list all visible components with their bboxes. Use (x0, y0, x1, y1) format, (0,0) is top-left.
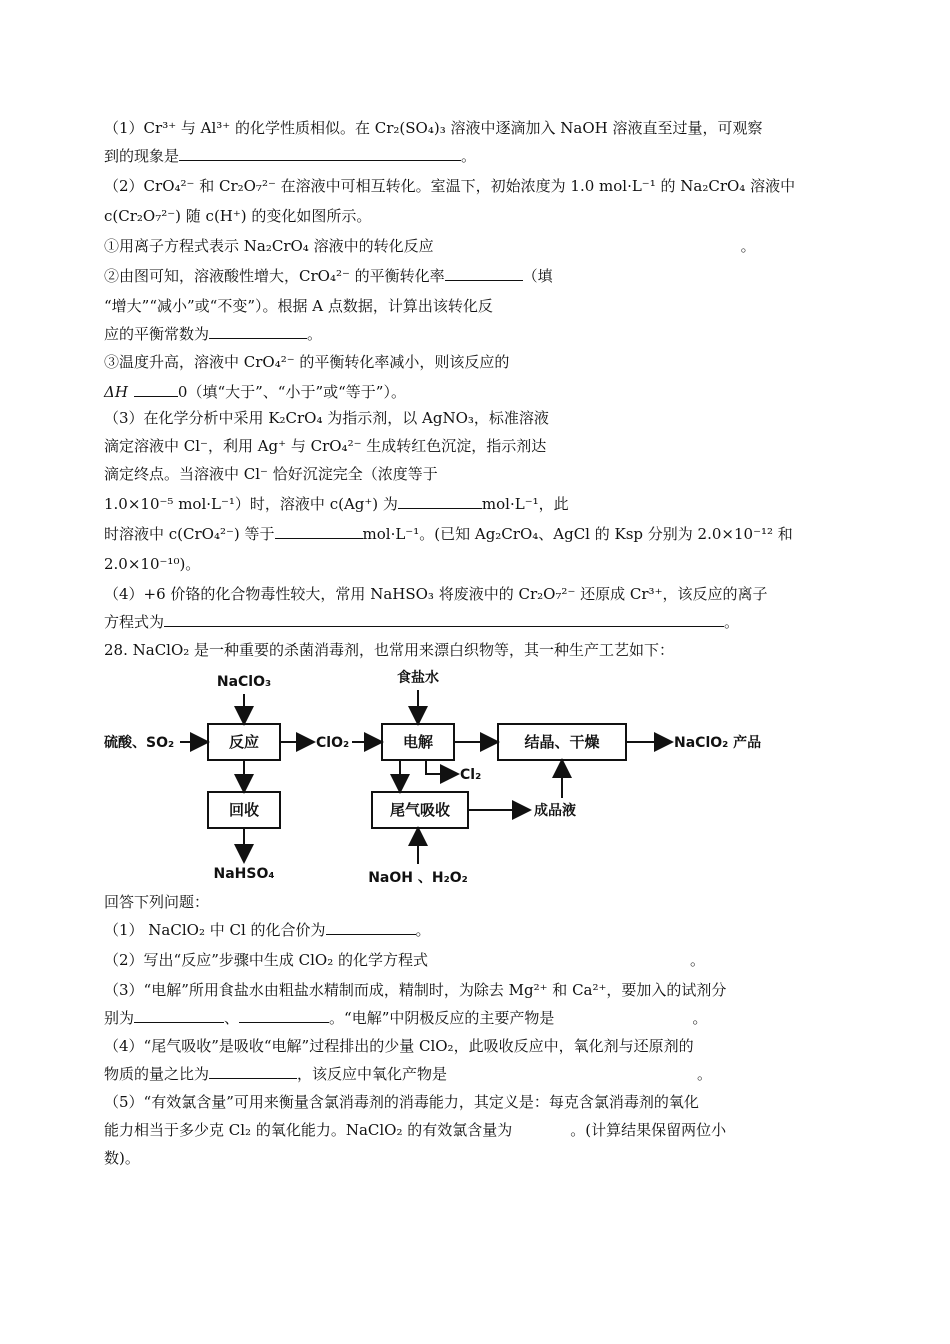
q2-sub2-cont: “增大”“减小”或“不变”）。根据 A 点数据，计算出该转化反 (104, 297, 493, 315)
hint: （填 (522, 267, 553, 285)
hint: 0（填“大于”、“小于”或“等于”）。 (177, 383, 406, 401)
ag-prompt: 1.0×10⁻⁵ mol·L⁻¹）时，溶液中 c(Ag⁺) 为 (104, 495, 398, 513)
q2-text: （2）CrO₄²⁻ 和 Cr₂O₇²⁻ 在溶液中可相互转化。室温下，初始浓度为 1.0 mol·L⁻¹ 的 Na₂CrO₄ 溶液中 (104, 177, 796, 195)
input-naclo3: NaClO₃ (216, 674, 272, 690)
q4-prompt: 方程式为 (104, 613, 165, 631)
ksp-note: mol·L⁻¹。(已知 Ag₂CrO₄、AgCl 的 Ksp 分别为 2.0×10⁻¹² 和 (362, 525, 793, 543)
period: 。 (692, 1009, 708, 1027)
q2-text-2: c(Cr₂O₇²⁻) 随 c(H⁺) 的变化如图所示。 (104, 207, 372, 225)
q3-text-3: 滴定终点。当溶液中 Cl⁻ 恰好沉淀完全（浓度等于 (104, 465, 438, 483)
q3-cro4 (104, 524, 793, 544)
input-brine: 食盐水 (397, 670, 439, 686)
oxidation-prompt: ，该反应中氧化产物是 (297, 1065, 448, 1083)
q3-text: （3）在化学分析中采用 K₂CrO₄ 为指示剂，以 AgNO₃，标准溶液 (104, 409, 549, 427)
q28-5: （5）“有效氯含量”可用来衡量含氯消毒剂的消毒能力，其定义是：每克含氯消毒剂的氧化 (104, 1093, 699, 1111)
answer-blank[interactable] (326, 920, 416, 935)
chlorine-prompt: 能力相当于多少克 Cl₂ 的氧化能力。NaClO₂ 的有效氯含量为 (104, 1121, 513, 1139)
output-nahso4: NaHSO₄ (213, 866, 275, 882)
q28-3-prompt: 别为 (104, 1009, 135, 1027)
q28-3-cont (104, 1008, 707, 1028)
cathode-prompt: 。“电解”中阴极反应的主要产物是 (329, 1009, 555, 1027)
answer-blank[interactable] (398, 494, 482, 509)
box-cryst-label: 结晶、干燥 (524, 733, 600, 751)
q2-sub3: ③温度升高，溶液中 CrO₄²⁻ 的平衡转化率减小，则该反应的 (104, 353, 510, 371)
period: 。 (740, 237, 756, 255)
q28-intro: 28. NaClO₂ 是一种重要的杀菌消毒剂，也常用来漂白织物等，其一种生产工艺如下： (104, 641, 675, 659)
answer-blank[interactable] (275, 524, 363, 539)
input-acid-so2: 硫酸、SO₂ (104, 735, 175, 751)
period: 。 (415, 921, 431, 939)
cro4-prompt: 时溶液中 c(CrO₄²⁻) 等于 (104, 525, 275, 543)
period: 。 (307, 325, 323, 343)
period: 。 (697, 1065, 713, 1083)
hint: 。(计算结果保留两位小 (570, 1121, 727, 1139)
answer-blank[interactable] (164, 612, 724, 627)
intermediate-clo2: ClO₂ (316, 735, 350, 751)
box-recover-label: 回收 (228, 801, 260, 819)
q28-1 (104, 920, 431, 940)
q2-sub2 (104, 266, 553, 286)
answer-blank[interactable] (445, 266, 523, 281)
box-react-label: 反应 (228, 733, 260, 751)
period: 。 (690, 951, 706, 969)
q2-sub2-k (104, 324, 322, 344)
q3-text-2: 滴定溶液中 Cl⁻，利用 Ag⁺ 与 CrO₄²⁻ 生成转红色沉淀，指示剂达 (104, 437, 547, 455)
q28-4-cont (104, 1064, 712, 1084)
q3-ag (104, 494, 569, 514)
box-tail-label: 尾气吸收 (389, 801, 451, 819)
input-naoh-h2o2: NaOH 、H₂O₂ (368, 870, 468, 886)
q2-sub1 (104, 236, 756, 256)
q2-sub1-prompt: ①用离子方程式表示 Na₂CrO₄ 溶液中的转化反应 (104, 237, 434, 255)
period: 。 (461, 147, 477, 165)
q4-answer (104, 612, 739, 632)
q1-text: （1）Cr³⁺ 与 Al³⁺ 的化学性质相似。在 Cr₂(SO₄)₃ 溶液中逐滴加入 NaOH 溶液直至过量，可观察 (104, 119, 763, 137)
delta-h: ΔH (104, 383, 128, 401)
unit: mol·L⁻¹，此 (481, 495, 569, 513)
q28-1-prompt: （1） NaClO₂ 中 Cl 的化合价为 (104, 921, 326, 939)
answer-blank[interactable] (209, 324, 307, 339)
arrow (426, 760, 456, 774)
answer-blank[interactable] (134, 1008, 224, 1023)
q28-4: （4）“尾气吸收”是吸收“电解”过程排出的少量 ClO₂，此吸收反应中，氧化剂与还原剂的 (104, 1037, 694, 1055)
q28-3: （3）“电解”所用食盐水由粗盐水精制而成，精制时，为除去 Mg²⁺ 和 Ca²⁺，要加入的试剂分 (104, 981, 727, 999)
product-liquid: 成品液 (534, 803, 576, 819)
q1-prompt: 到的现象是 (104, 147, 180, 165)
ratio-prompt: 物质的量之比为 (104, 1065, 210, 1083)
final-product: NaClO₂ 产品 (674, 735, 762, 751)
answer-blank[interactable] (209, 1064, 297, 1079)
q2-sub2-prompt: ②由图可知，溶液酸性增大，CrO₄²⁻ 的平衡转化率 (104, 267, 445, 285)
separator: 、 (224, 1009, 240, 1027)
q28-5-cont (104, 1120, 726, 1140)
q4-text: （4）+6 价铬的化合物毒性较大，常用 NaHSO₃ 将废液中的 Cr₂O₇²⁻ 还原成 Cr³⁺，该反应的离子 (104, 585, 768, 603)
answer-blank[interactable] (239, 1008, 329, 1023)
answer-blank[interactable] (134, 382, 178, 397)
answer-heading: 回答下列问题： (104, 893, 210, 911)
period: 。 (724, 613, 740, 631)
q28-2 (104, 950, 705, 970)
q28-5-end: 数)。 (104, 1149, 140, 1167)
q2-sub3-dh (104, 382, 406, 402)
output-cl2: Cl₂ (460, 767, 482, 783)
k-prompt: 应的平衡常数为 (104, 325, 210, 343)
answer-blank[interactable] (179, 146, 461, 161)
q3-ksp-end: 2.0×10⁻¹⁰)。 (104, 555, 201, 573)
box-electro-label: 电解 (402, 733, 434, 751)
process-flow-diagram (100, 668, 780, 888)
q28-2-prompt: （2）写出“反应”步骤中生成 ClO₂ 的化学方程式 (104, 951, 429, 969)
q1-answer-line (104, 146, 476, 166)
